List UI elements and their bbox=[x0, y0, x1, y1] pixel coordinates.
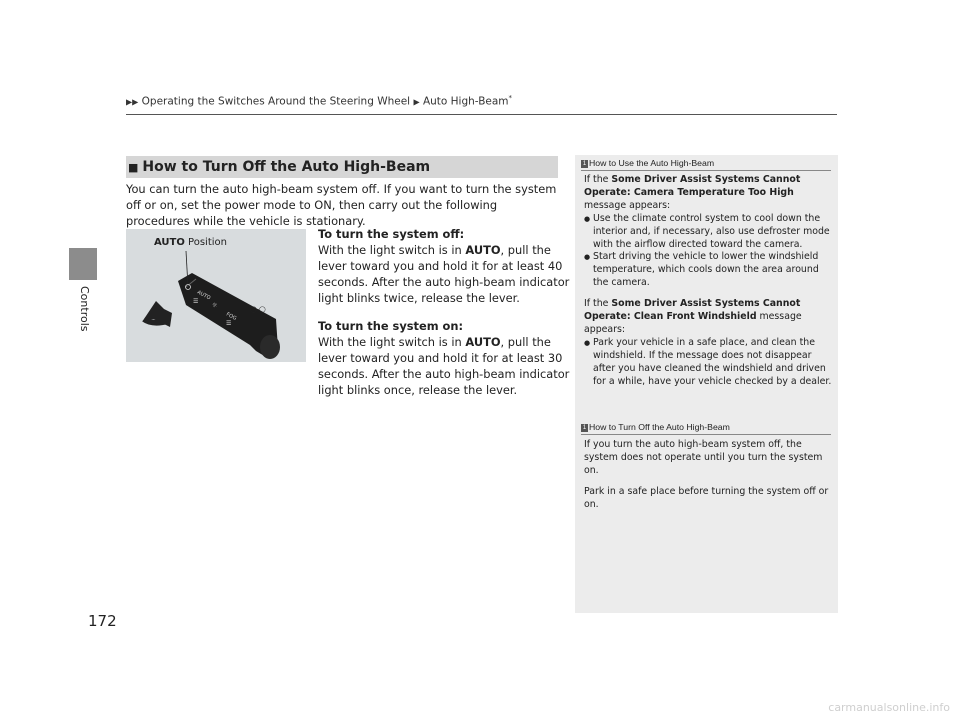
svg-text:☼: ☼ bbox=[212, 302, 218, 309]
figure-label: AUTO Position bbox=[154, 237, 227, 248]
svg-text:☰: ☰ bbox=[193, 298, 199, 305]
asterisk: * bbox=[508, 94, 513, 102]
procedure-turn-on bbox=[318, 318, 570, 398]
bullet-item: ● Start driving the vehicle to lower the windshield temperature, which cools down the area around the camera. bbox=[584, 251, 832, 290]
note-divider bbox=[581, 434, 831, 435]
note-number-icon: 1 bbox=[582, 425, 587, 431]
chapter-tab[interactable] bbox=[69, 248, 97, 280]
bullet-item: ● Use the climate control system to cool down the interior and, if necessary, also use defroster mode with the airflow directed toward the camera. bbox=[584, 213, 832, 252]
lever-figure bbox=[126, 229, 306, 362]
light-lever-illustration bbox=[126, 229, 306, 362]
section-heading-text: How to Turn Off the Auto High-Beam bbox=[142, 159, 431, 175]
square-bullet-icon: ■ bbox=[128, 160, 139, 174]
intro-paragraph: You can turn the auto high-beam system off. If you want to turn the system off or on, set the power mode to ON, then carry out the following procedures while the vehicle is stationary. bbox=[126, 182, 557, 228]
svg-text:AUTO: AUTO bbox=[196, 289, 212, 302]
note-body-use: If the Some Driver Assist Systems Cannot Operate: Camera Temperature Too High message appears: ● Use the climate control system to cool down the interior and, if necessary, also use defroster mode with the airflow directed toward the camera. ● Start driving the vehicle to lower the windshield temperature, which cools down the area around the camera. If the Some Driver Assist Systems Cannot Operate: Clean Front Windshield message appears: ● Park your vehicle in a safe place, and clean the windshield. If the message does not disappear after you have cleaned the windshield and driven for a while, have your vehicle checked by a dealer. bbox=[584, 174, 832, 389]
section-heading bbox=[126, 156, 558, 178]
watermark: carmanualsonline.info bbox=[828, 701, 950, 714]
procedure-text: With the light switch is in AUTO, pull the lever toward you and hold it for at least 30 seconds. After the auto high-beam indicator light blinks once, release the lever. bbox=[318, 335, 570, 397]
chapter-label: Controls bbox=[78, 286, 91, 332]
svg-text:FOG: FOG bbox=[225, 311, 238, 322]
procedure-title: To turn the system off: bbox=[318, 227, 465, 241]
svg-text:◯‑◯: ◯‑◯ bbox=[250, 306, 266, 313]
header-divider bbox=[126, 114, 837, 115]
note-body-turn-off: If you turn the auto high-beam system off, the system does not operate until you turn the system on. Park in a safe place before turning the system off or on. bbox=[584, 439, 829, 510]
svg-text:☰: ☰ bbox=[226, 320, 232, 327]
procedure-turn-off bbox=[318, 226, 570, 306]
procedure-text: With the light switch is in AUTO, pull the lever toward you and hold it for at least 40 seconds. After the auto high-beam indicator light blinks twice, release the lever. bbox=[318, 243, 570, 305]
procedure-title: To turn the system on: bbox=[318, 319, 464, 333]
bullet-item: ● Park your vehicle in a safe place, and clean the windshield. If the message does not disappear after you have cleaned the windshield and driven for a while, have your vehicle checked by a dealer. bbox=[584, 337, 832, 389]
breadcrumb-arrow-icon: ▶▶ bbox=[126, 97, 139, 107]
breadcrumb bbox=[126, 94, 512, 108]
note-title-turn-off[interactable]: 1 How to Turn Off the Auto High-Beam bbox=[582, 422, 730, 432]
page-number: 172 bbox=[88, 612, 117, 630]
breadcrumb-item-auto-high-beam[interactable]: Auto High-Beam bbox=[422, 95, 509, 108]
note-number-icon: 1 bbox=[582, 161, 587, 167]
note-divider bbox=[581, 170, 831, 171]
breadcrumb-item-switches[interactable]: Operating the Switches Around the Steering Wheel bbox=[141, 95, 411, 108]
breadcrumb-arrow-icon: ▶ bbox=[413, 97, 420, 107]
note-title-use[interactable]: 1 How to Use the Auto High-Beam bbox=[582, 158, 715, 168]
